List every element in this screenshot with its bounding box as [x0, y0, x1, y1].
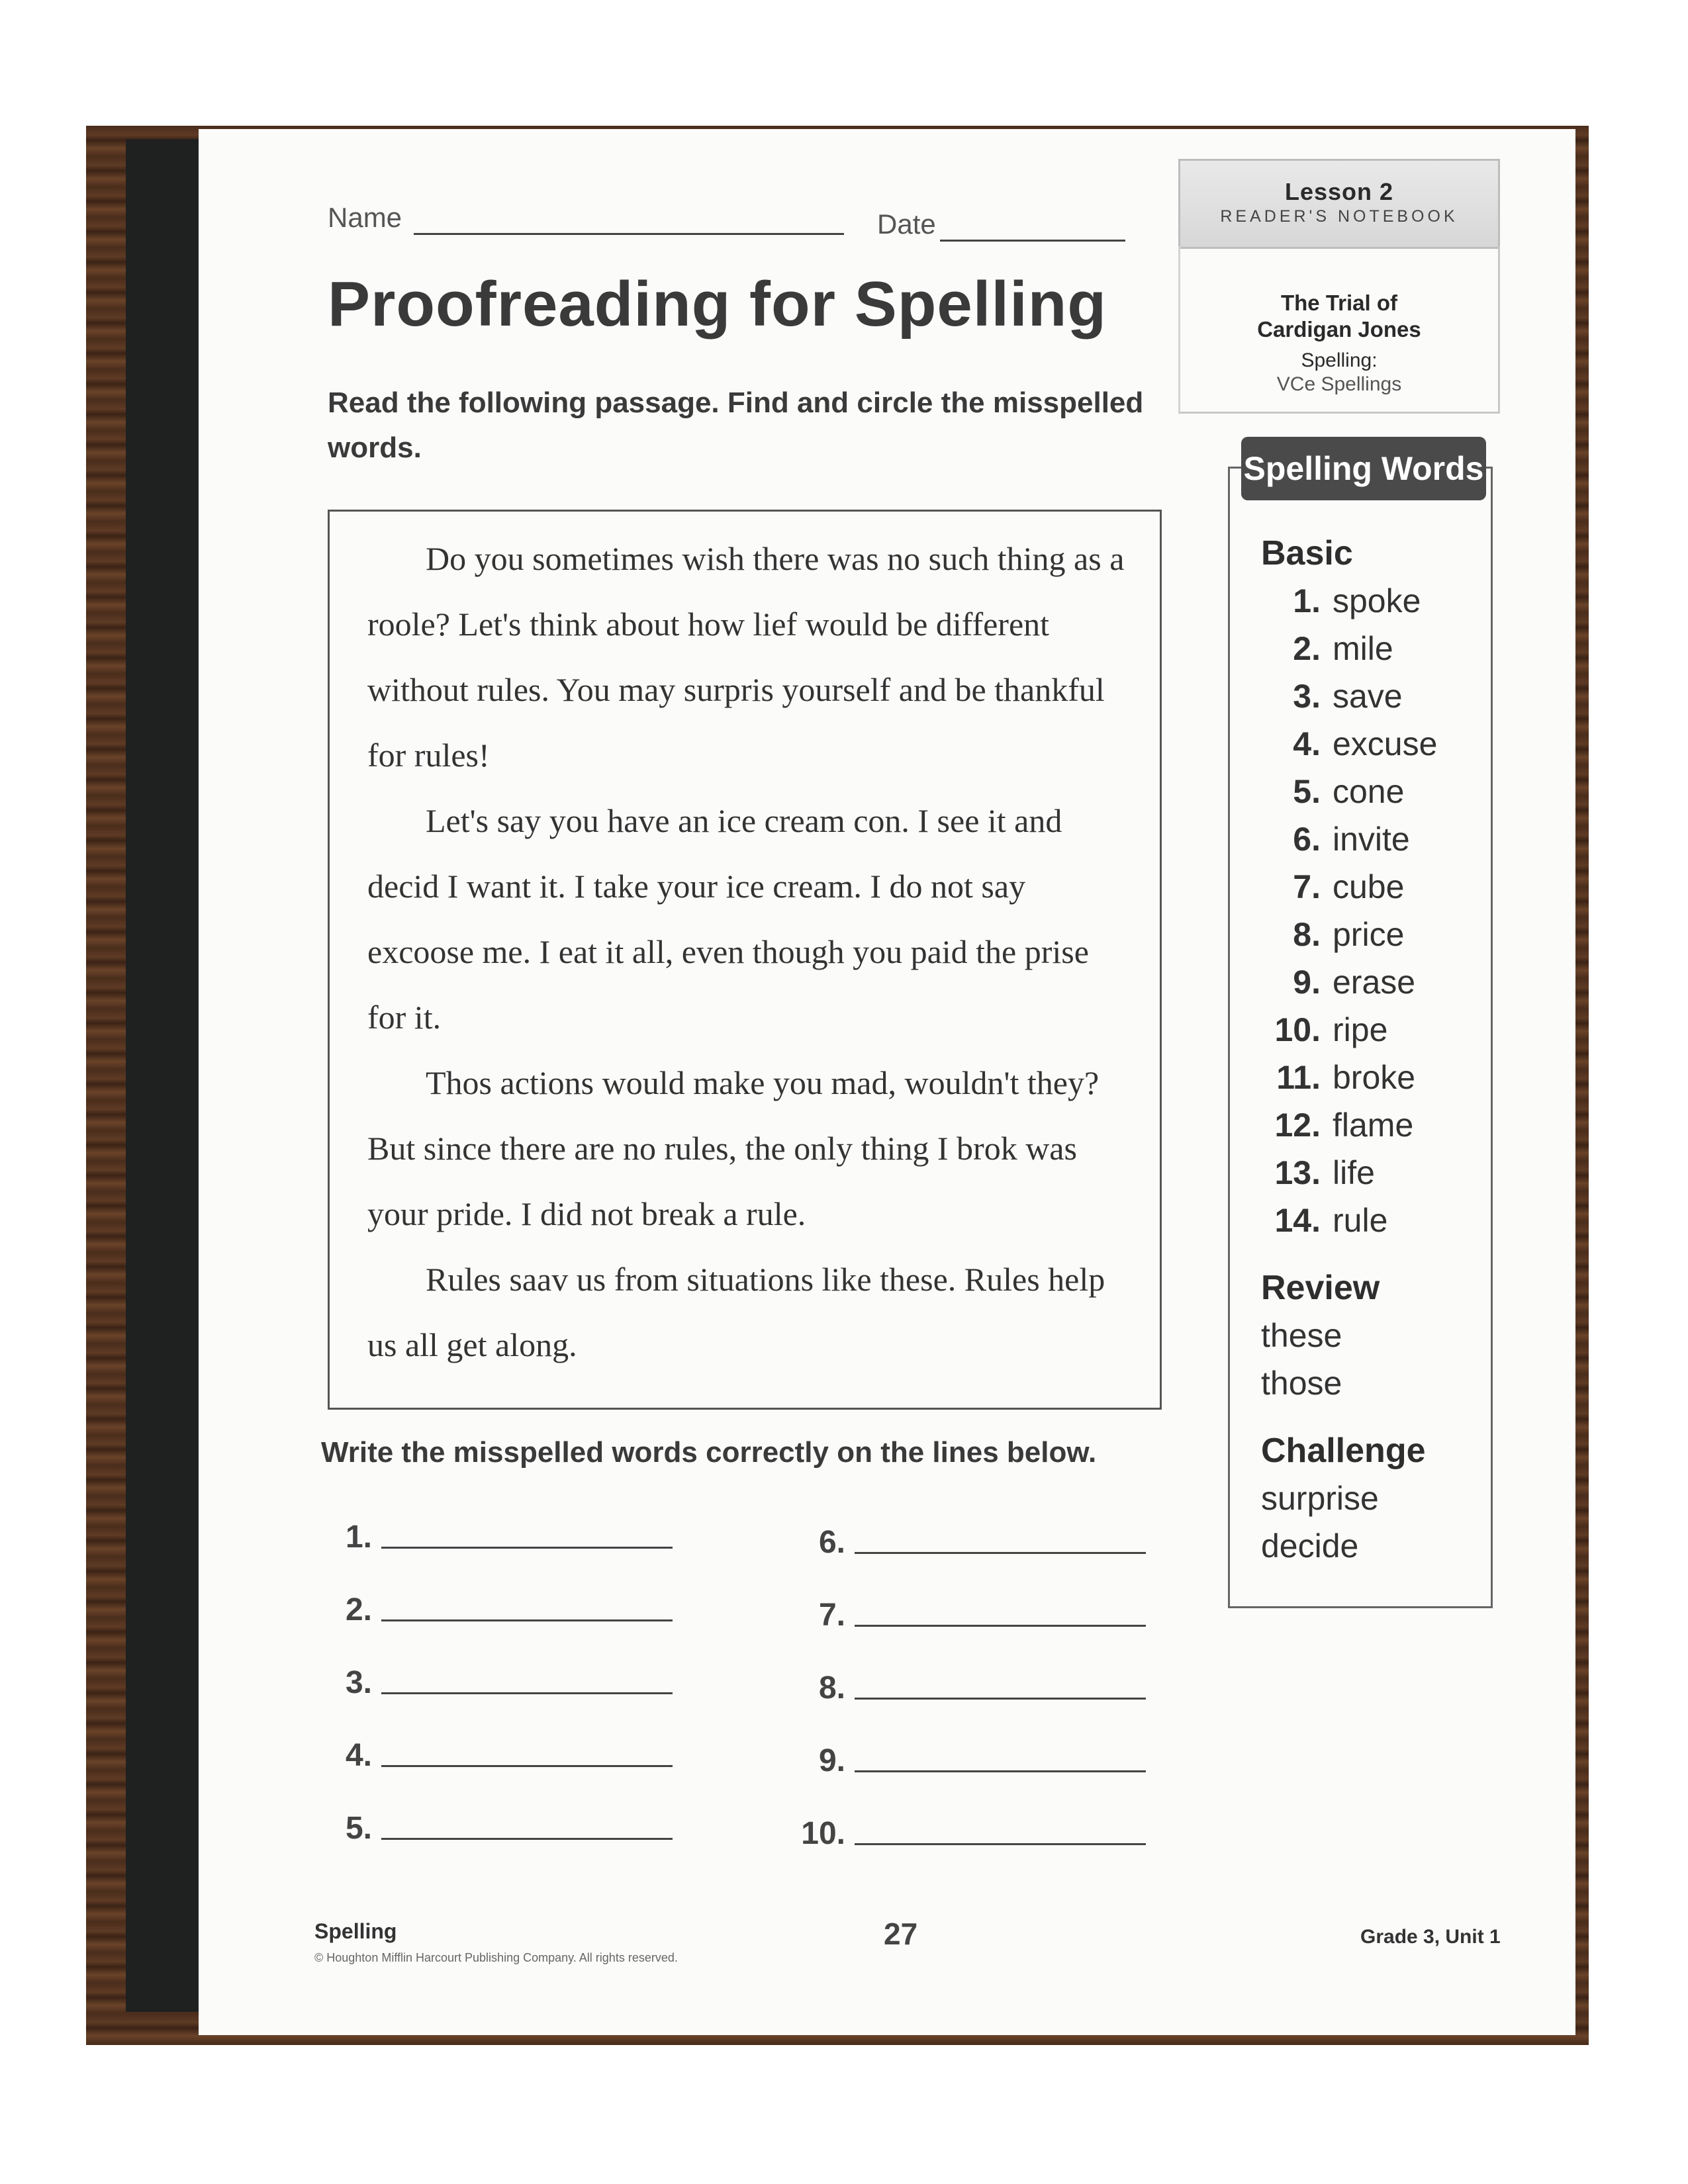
name-label: Name [328, 202, 402, 233]
lesson-subtitle: READER'S NOTEBOOK [1220, 207, 1458, 226]
spelling-word: flame [1333, 1107, 1414, 1144]
answer-number: 10. [801, 1816, 845, 1851]
list-item [1261, 1197, 1486, 1244]
answer-input-line[interactable] [855, 1625, 1146, 1627]
answer-line-row [784, 1524, 1146, 1561]
word-number: 11. [1276, 1059, 1321, 1096]
word-number: 10. [1274, 1011, 1321, 1048]
list-item [1261, 815, 1486, 863]
answer-number: 1. [345, 1520, 372, 1555]
word-number: 6. [1293, 821, 1321, 858]
word-number: 12. [1274, 1107, 1321, 1144]
spelling-word: excuse [1333, 725, 1438, 762]
list-item [1261, 1054, 1486, 1101]
spelling-words-tab: Spelling Words [1241, 437, 1486, 500]
date-label: Date [877, 208, 936, 240]
spelling-word: life [1333, 1154, 1375, 1191]
answer-line-row [311, 1737, 673, 1774]
answer-line-row [784, 1670, 1146, 1706]
answer-number: 5. [345, 1811, 372, 1846]
word-number: 13. [1274, 1154, 1321, 1191]
footer-grade-unit: Grade 3, Unit 1 [1360, 1926, 1501, 1948]
list-item [1261, 625, 1486, 672]
page-title: Proofreading for Spelling [328, 269, 1107, 340]
selection-title-line2: Cardigan Jones [1257, 317, 1421, 341]
word-number: 7. [1293, 868, 1321, 905]
name-line[interactable] [414, 233, 844, 235]
list-item: decide [1261, 1527, 1359, 1565]
list-item [1261, 958, 1486, 1006]
spelling-word: save [1333, 678, 1403, 715]
answer-number: 2. [345, 1592, 372, 1627]
answer-input-line[interactable] [855, 1698, 1146, 1700]
selection-title-line1: The Trial of [1280, 291, 1398, 315]
word-number: 3. [1293, 678, 1321, 715]
word-number: 1. [1293, 582, 1321, 619]
answer-input-line[interactable] [381, 1692, 673, 1694]
word-number: 9. [1293, 964, 1321, 1001]
footer-subject: Spelling [314, 1919, 397, 1943]
answer-line-row [311, 1592, 673, 1628]
answer-number: 6. [818, 1525, 845, 1560]
answer-number: 4. [345, 1738, 372, 1773]
answer-input-line[interactable] [381, 1547, 673, 1549]
selection-info [1178, 246, 1500, 414]
passage [367, 526, 1135, 1378]
answer-line-row [311, 1519, 673, 1555]
list-item: these [1261, 1317, 1342, 1354]
list-item [1261, 863, 1486, 911]
list-item [1261, 672, 1486, 720]
page-number: 27 [884, 1917, 918, 1951]
word-number: 14. [1274, 1202, 1321, 1239]
lesson-badge [1178, 159, 1500, 249]
spelling-words-list [1261, 529, 1486, 1570]
spelling-word: mile [1333, 630, 1393, 667]
answer-number: 7. [818, 1598, 845, 1633]
list-item: surprise [1261, 1480, 1379, 1517]
answer-line-row [784, 1743, 1146, 1779]
word-number: 8. [1293, 916, 1321, 953]
word-number: 4. [1293, 725, 1321, 762]
spelling-word: rule [1333, 1202, 1388, 1239]
spelling-word: broke [1333, 1059, 1416, 1096]
footer-copyright: © Houghton Mifflin Harcourt Publishing Company. All rights reserved. [314, 1951, 678, 1964]
list-item [1261, 911, 1486, 958]
answer-input-line[interactable] [855, 1843, 1146, 1845]
date-line[interactable] [940, 240, 1125, 242]
review-heading: Review [1261, 1269, 1380, 1307]
list-item [1261, 1149, 1486, 1197]
passage-paragraph[interactable]: Thos actions would make you mad, wouldn't they? But since there are no rules, the only thing I brok was your pride. I did not break a rule. [367, 1064, 1100, 1232]
answer-number: 3. [345, 1665, 372, 1700]
list-item: those [1261, 1365, 1342, 1402]
list-item [1261, 720, 1486, 768]
spelling-word: erase [1333, 964, 1416, 1001]
answer-line-row [784, 1597, 1146, 1633]
spelling-word: price [1333, 916, 1405, 953]
answer-input-line[interactable] [381, 1765, 673, 1767]
basic-heading: Basic [1261, 534, 1353, 572]
answer-line-row [784, 1815, 1146, 1852]
spelling-word: cone [1333, 773, 1405, 810]
answer-line-row [311, 1810, 673, 1846]
list-item [1261, 1101, 1486, 1149]
passage-paragraph[interactable]: Rules saav us from situations like these. Rules help us all get along. [367, 1261, 1105, 1363]
skill-topic: VCe Spellings [1276, 373, 1402, 395]
word-number: 5. [1293, 773, 1321, 810]
challenge-heading: Challenge [1261, 1432, 1426, 1470]
spelling-word: cube [1333, 868, 1405, 905]
instructions: Read the following passage. Find and circle the misspelled words. [328, 387, 1144, 464]
list-item [1261, 768, 1486, 815]
answer-input-line[interactable] [855, 1770, 1146, 1772]
answer-number: 8. [818, 1670, 845, 1706]
list-item [1261, 577, 1486, 625]
passage-paragraph[interactable]: Do you sometimes wish there was no such thing as a roole? Let's think about how lief would be different without rules. You may surpris yourself and be thankful for rules! [367, 540, 1125, 774]
answer-input-line[interactable] [855, 1552, 1146, 1554]
notebook-binding [126, 139, 199, 2012]
passage-paragraph[interactable]: Let's say you have an ice cream con. I see it and decid I want it. I take your ice cream. I do not say excoose me. I eat it all, even though you paid the prise for it. [367, 802, 1089, 1036]
list-item [1261, 1006, 1486, 1054]
skill-label: Spelling: [1301, 349, 1378, 371]
answer-line-row [311, 1664, 673, 1701]
answer-input-line[interactable] [381, 1838, 673, 1840]
answers-heading: Write the misspelled words correctly on the lines below. [321, 1436, 1097, 1469]
answer-input-line[interactable] [381, 1619, 673, 1621]
spelling-word: ripe [1333, 1011, 1388, 1048]
spelling-word: spoke [1333, 582, 1421, 619]
answer-number: 9. [818, 1743, 845, 1778]
lesson-title: Lesson 2 [1284, 178, 1394, 205]
spelling-word: invite [1333, 821, 1410, 858]
word-number: 2. [1293, 630, 1321, 667]
